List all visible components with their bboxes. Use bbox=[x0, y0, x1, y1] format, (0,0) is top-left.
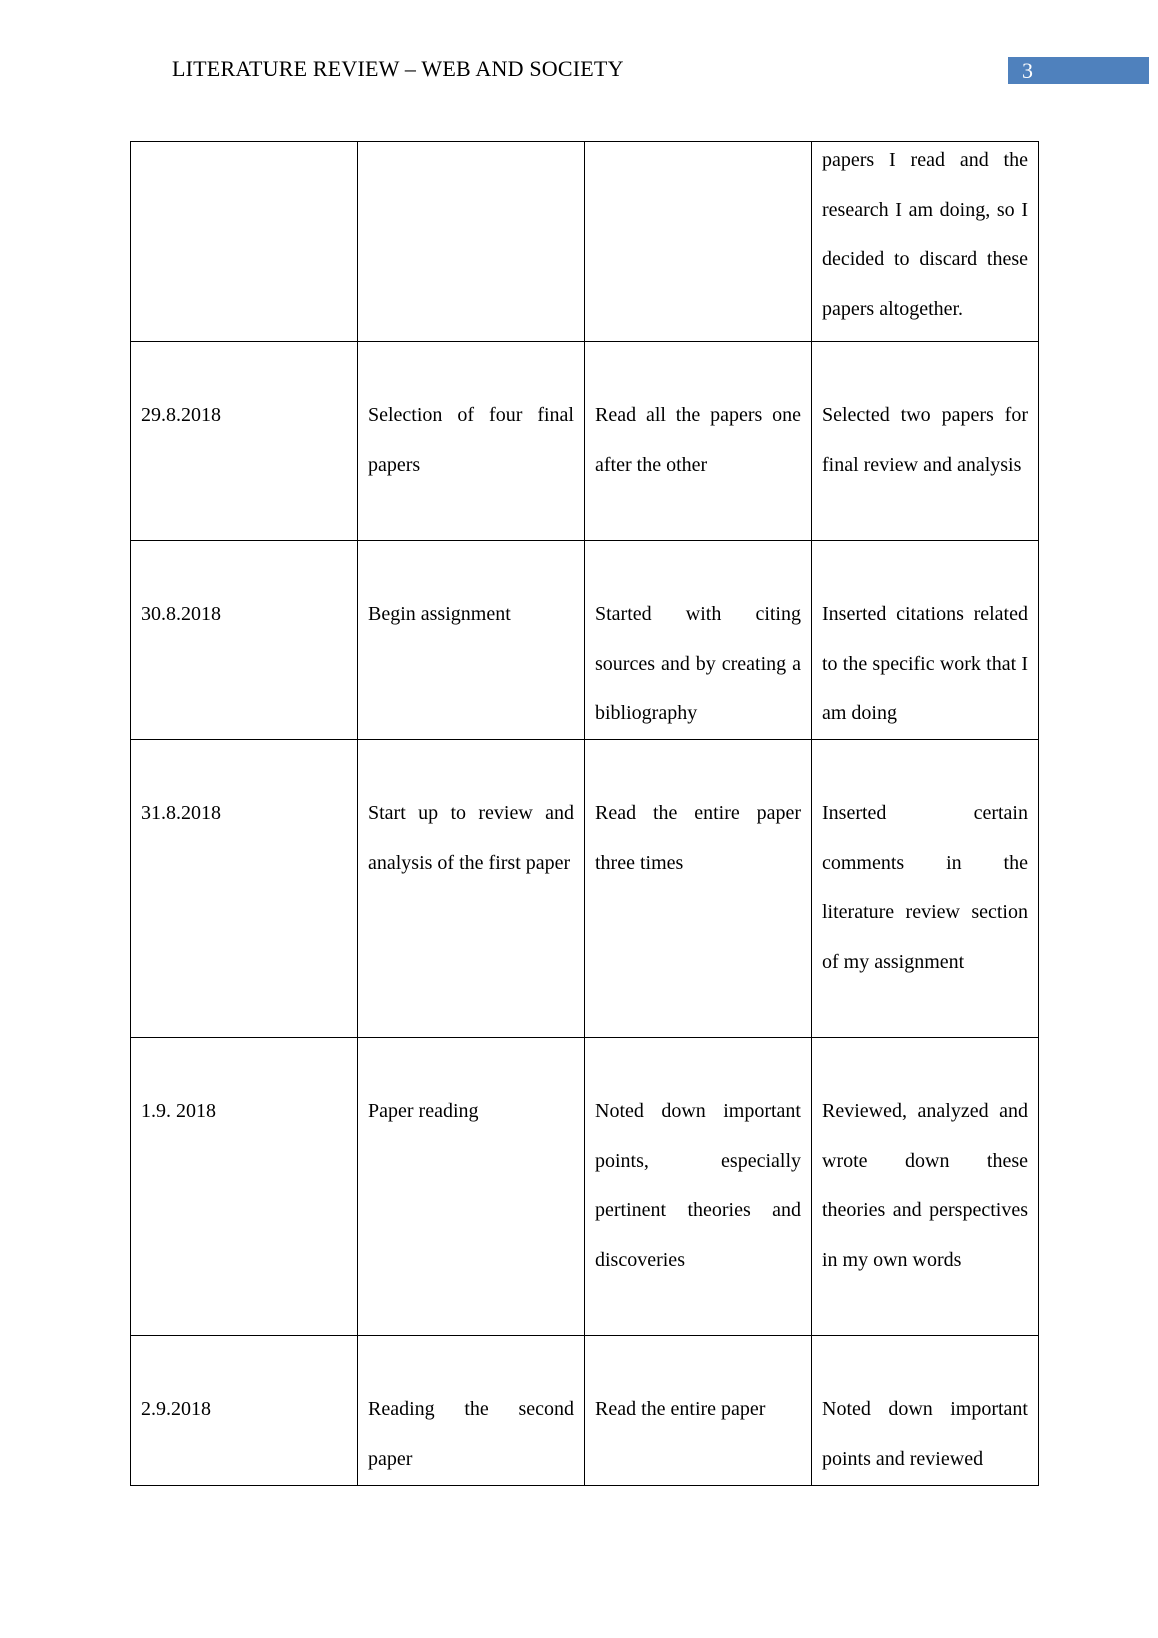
page-number-badge bbox=[1008, 57, 1149, 84]
outcome-cell: papers I read and the research I am doing, so I decided to discard these papers altogether. bbox=[812, 136, 1039, 336]
table-row bbox=[131, 541, 1039, 740]
method-cell bbox=[585, 142, 812, 342]
research-log-table bbox=[130, 141, 1039, 1486]
activity-cell: Begin assignment bbox=[358, 541, 585, 740]
outcome-cell: Inserted certain comments in the literature review section of my assignment bbox=[812, 740, 1039, 1038]
outcome-cell: Selected two papers for final review and analysis bbox=[812, 342, 1039, 541]
activity-cell: Start up to review and analysis of the first paper bbox=[358, 740, 585, 1038]
method-cell: Started with citing sources and by creating a bibliography bbox=[585, 541, 812, 740]
activity-cell: Selection of four final papers bbox=[358, 342, 585, 541]
date-cell: 31.8.2018 bbox=[131, 740, 358, 1038]
activity-cell: Reading the second paper bbox=[358, 1336, 585, 1486]
method-cell: Read the entire paper three times bbox=[585, 740, 812, 1038]
method-cell: Read the entire paper bbox=[585, 1336, 812, 1486]
outcome-cell: Noted down important points and reviewed bbox=[812, 1336, 1039, 1486]
page-number: 3 bbox=[1022, 58, 1033, 83]
date-cell: 30.8.2018 bbox=[131, 541, 358, 740]
table-row bbox=[131, 1336, 1039, 1486]
outcome-cell: Inserted citations related to the specific work that I am doing bbox=[812, 541, 1039, 740]
method-cell: Read all the papers one after the other bbox=[585, 342, 812, 541]
table-row bbox=[131, 1038, 1039, 1336]
activity-cell bbox=[358, 142, 585, 342]
table-row bbox=[131, 342, 1039, 541]
table-row bbox=[131, 740, 1039, 1038]
running-header-title: LITERATURE REVIEW – WEB AND SOCIETY bbox=[172, 56, 624, 81]
method-cell: Noted down important points, especially pertinent theories and discoveries bbox=[585, 1038, 812, 1336]
table-row bbox=[131, 142, 1039, 342]
date-cell: 1.9. 2018 bbox=[131, 1038, 358, 1336]
date-cell: 29.8.2018 bbox=[131, 342, 358, 541]
date-cell bbox=[131, 142, 358, 342]
activity-cell: Paper reading bbox=[358, 1038, 585, 1336]
outcome-cell: Reviewed, analyzed and wrote down these theories and perspectives in my own words bbox=[812, 1038, 1039, 1336]
date-cell: 2.9.2018 bbox=[131, 1336, 358, 1486]
